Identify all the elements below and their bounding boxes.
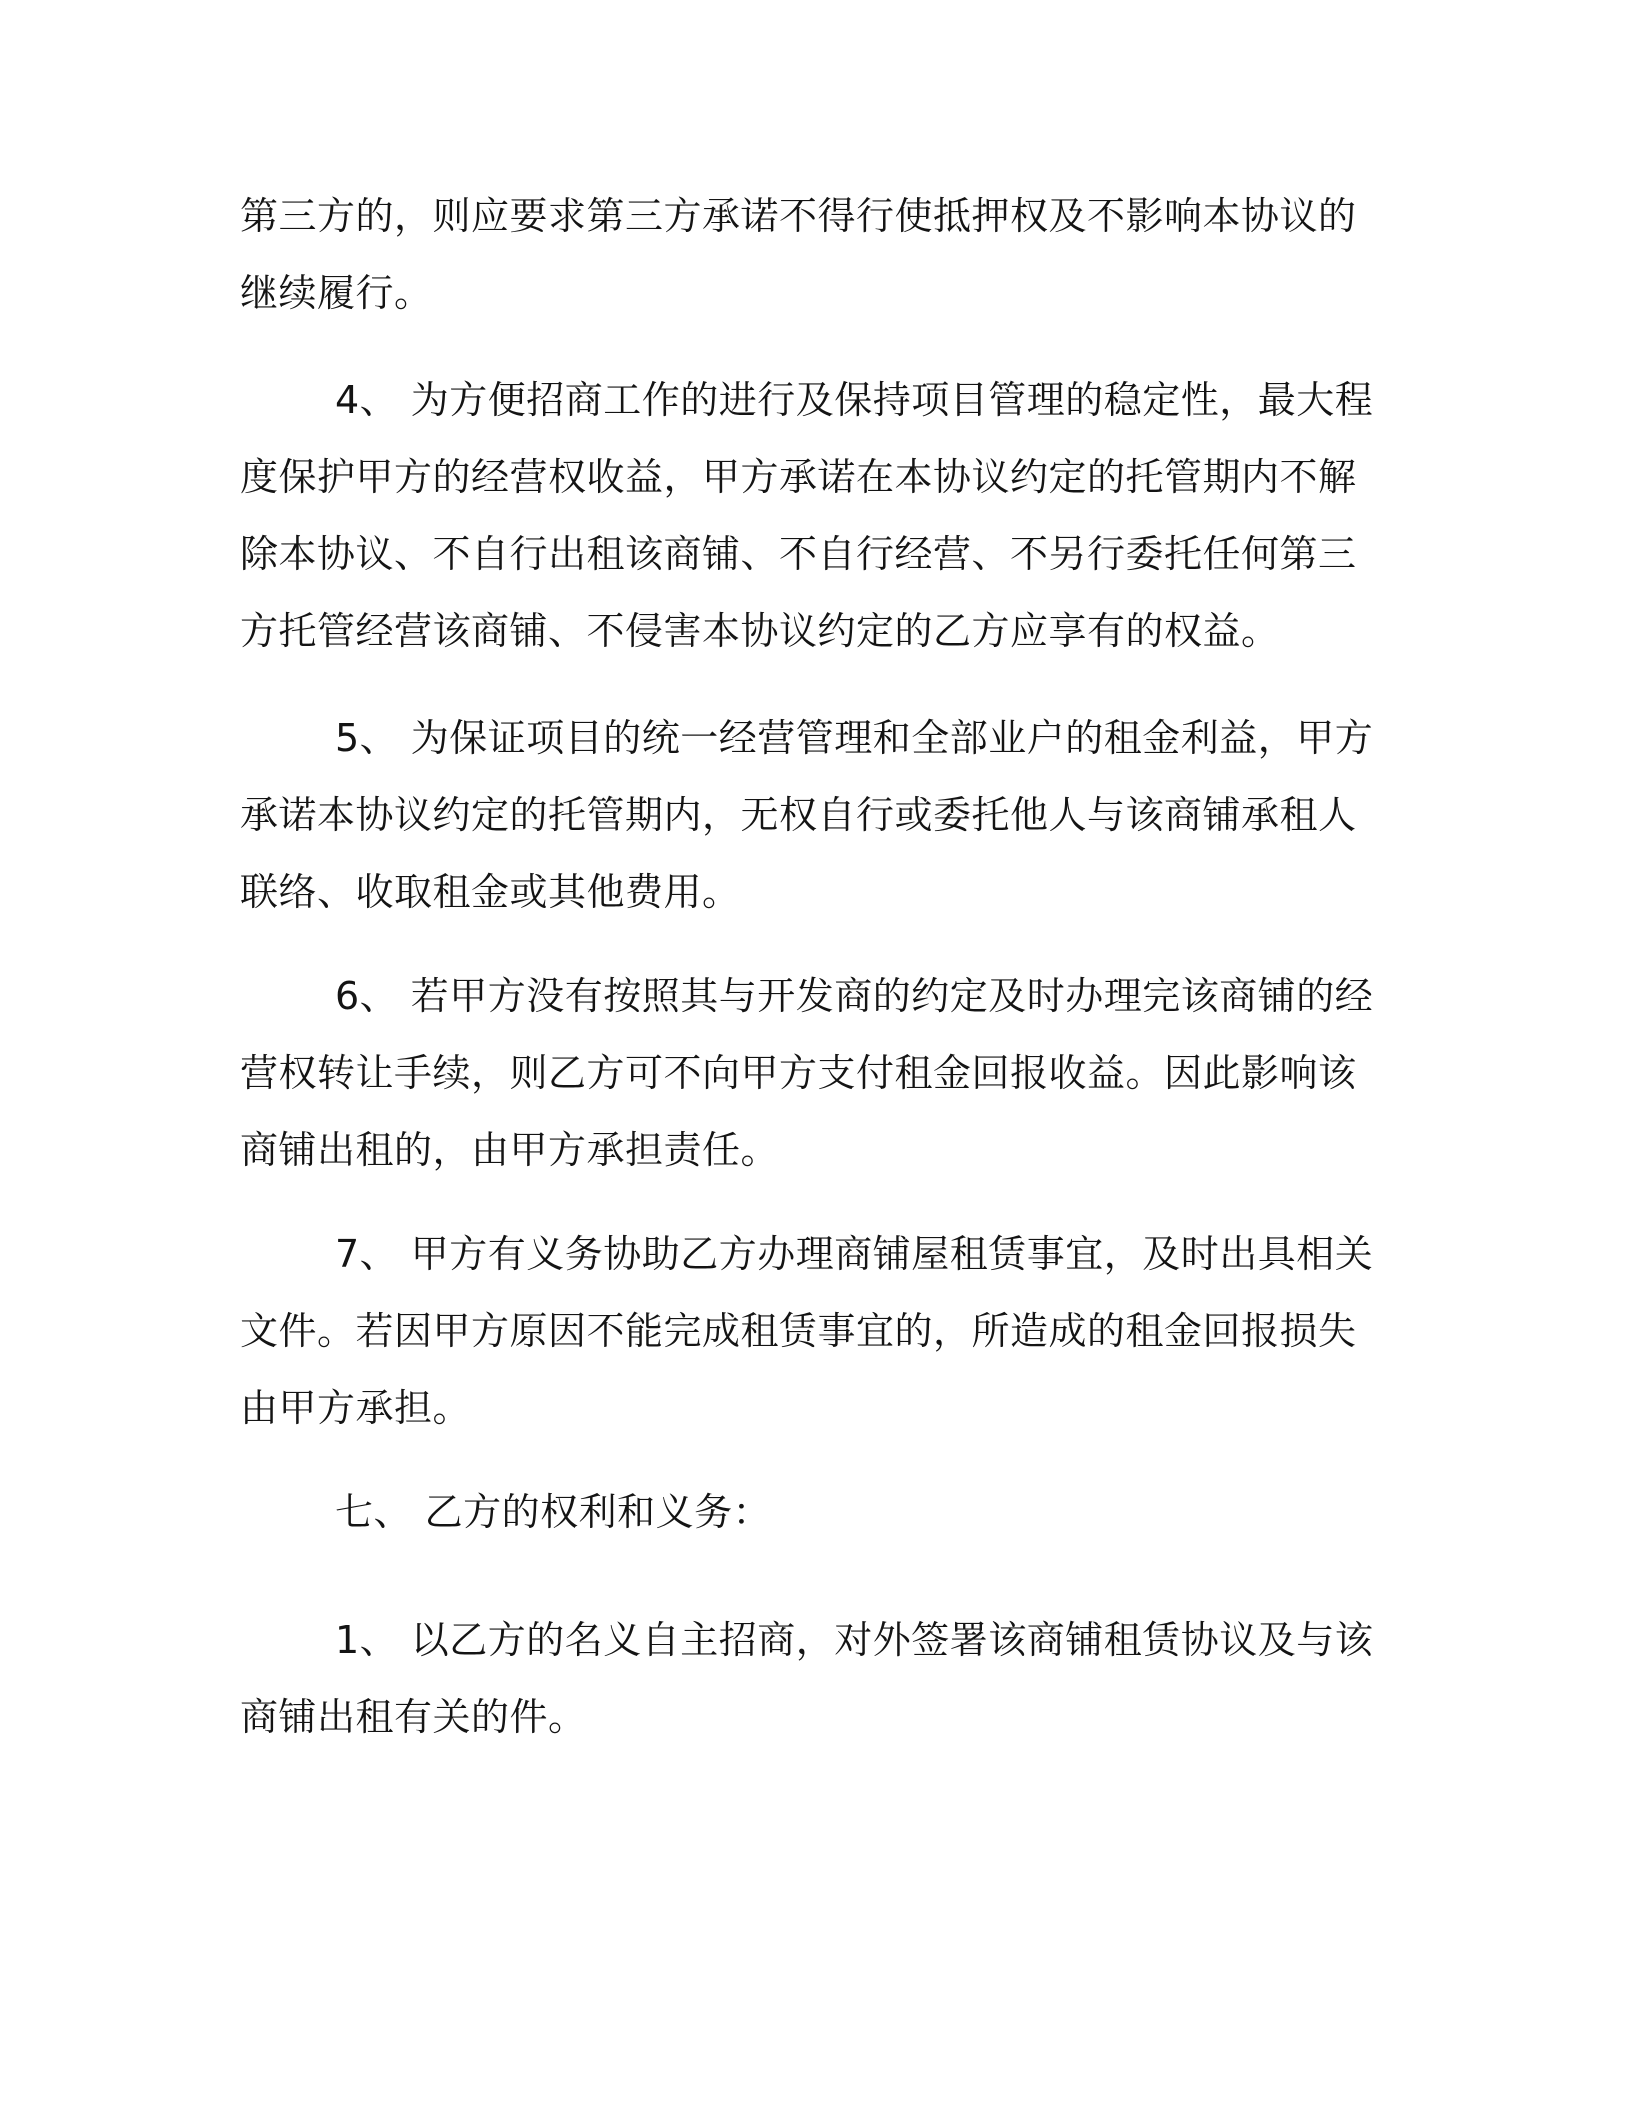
paragraph-item-5: 5、 为保证项目的统一经营管理和全部业户的租金利益，甲方承诺本协议约定的托管期内，无权自行或委托他人与该商铺承租人联络、收取租金或其他费用。 [240,716,1374,914]
paragraph-item-4: 4、 为方便招商工作的进行及保持项目管理的稳定性，最大程度保护甲方的经营权收益，甲方承诺在本协议约定的托管期内不解除本协议、不自行出租该商铺、不自行经营、不另行委托任何第三方托管经营该商铺、不侵害本协议约定的乙方应享有的权益。 [240,378,1374,653]
section-heading-7: 七、 乙方的权利和义务： [335,1490,772,1534]
paragraph-item-6: 6、 若甲方没有按照其与开发商的约定及时办理完该商铺的经营权转让手续，则乙方可不向甲方支付租金回报收益。因此影响该商铺出租的，由甲方承担责任。 [240,974,1374,1172]
paragraph-continuation: 第三方的，则应要求第三方承诺不得行使抵押权及不影响本协议的继续履行。 [240,194,1357,315]
paragraph-section7-item-1: 1、 以乙方的名义自主招商，对外签署该商铺租赁协议及与该商铺出租有关的件。 [240,1618,1374,1739]
paragraph-item-7: 7、 甲方有义务协助乙方办理商铺屋租赁事宜，及时出具相关文件。若因甲方原因不能完成租赁事宜的，所造成的租金回报损失由甲方承担。 [240,1232,1374,1430]
